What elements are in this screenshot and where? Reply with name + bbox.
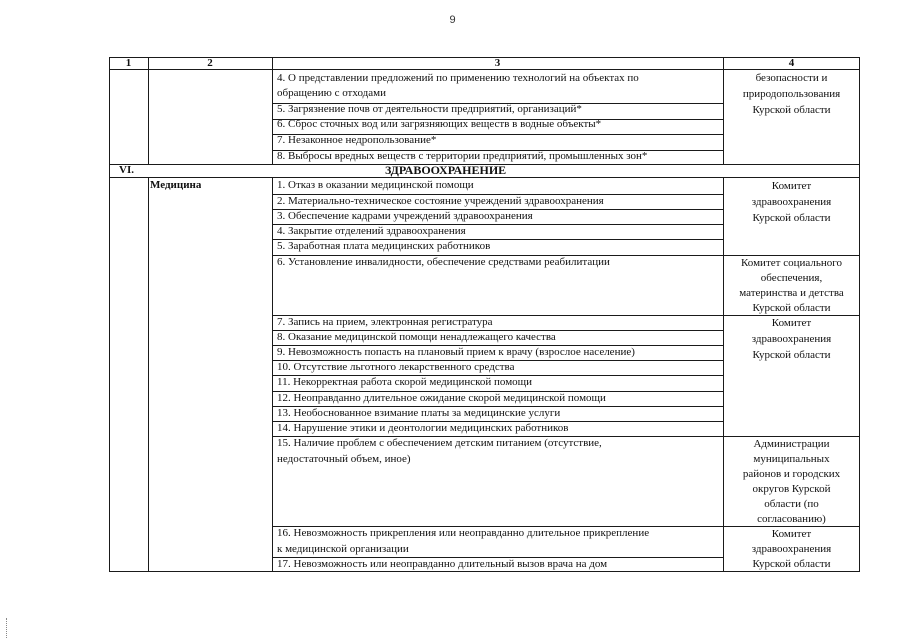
responsible-line: Курской области [752,212,831,224]
responsible-line: округов Курской [752,483,831,495]
list-item: 15. Наличие проблем с обеспечением детским питанием (отсутствие, [277,437,602,449]
column-divider-1 [148,57,149,165]
responsible-line: здравоохранения [751,333,832,345]
list-item: 3. Обеспечение кадрами учреждений здравоохранения [277,210,533,222]
list-item: 6. Установление инвалидности, обеспечение средствами реабилитации [277,256,610,268]
list-item: 6. Сброс сточных вод или загрязняющих веществ в водные объекты* [277,118,602,130]
responsible-line: здравоохранения [751,543,832,555]
list-item: 12. Неоправданно длительное ожидание скорой медицинской помощи [277,392,606,404]
list-item: 7. Запись на прием, электронная регистратура [277,316,493,328]
responsible-line: Курской области [752,558,831,570]
list-item: 7. Незаконное недропользование* [277,134,437,146]
responsible-line: Курской области [752,349,831,361]
list-item: обращению с отходами [277,87,386,99]
list-item: 17. Невозможность или неоправданно длительный вызов врача на дом [277,558,608,570]
responsible-line: Комитет [771,528,812,540]
responsible-line: согласованию) [757,513,826,525]
responsible-line: Курской области [752,104,831,116]
scan-margin-mark [6,618,8,638]
list-item: 1. Отказ в оказании медицинской помощи [277,179,474,191]
column-header: 3 [494,57,501,69]
responsible-line: Комитет [771,180,812,192]
list-item: 16. Невозможность прикрепления или неоправданно длительное прикрепление [277,527,650,539]
list-item: 14. Нарушение этики и деонтологии медицинских работников [277,422,569,434]
responsible-line: муниципальных [753,453,830,465]
responsible-line: Комитет социального [741,257,842,269]
list-item: 8. Выбросы вредных веществ с территории предприятий, промышленных зон* [277,150,648,162]
list-item: 13. Необоснованное взимание платы за медицинские услуги [277,407,561,419]
header-divider [109,69,860,70]
list-item: 10. Отсутствие льготного лекарственного средства [277,361,515,373]
category-label: Медицина [150,179,202,191]
document-table [109,57,860,572]
list-item: недостаточный объем, иное) [277,453,411,465]
list-item: 2. Материально-техническое состояние учреждений здравоохранения [277,195,604,207]
responsible-line: материнства и детства [739,287,844,299]
list-item: 11. Некорректная работа скорой медицинской помощи [277,376,533,388]
column-divider-1b [148,177,149,572]
list-item: к медицинской организации [277,543,409,555]
responsible-line: обеспечения, [760,272,823,284]
column-divider-2 [272,57,273,165]
responsible-line: районов и городских [742,468,841,480]
responsible-line: Курской области [752,302,831,314]
column-header: 2 [207,57,213,69]
list-item: 8. Оказание медицинской помощи ненадлежащего качества [277,331,556,343]
section-title: ЗДРАВООХРАНЕНИЕ [385,163,507,177]
list-item: 5. Загрязнение почв от деятельности предприятий, организаций* [277,103,582,115]
responsible-line: Комитет [771,317,812,329]
responsible-line: природопользования [742,88,841,100]
list-item: 5. Заработная плата медицинских работников [277,240,491,252]
page-number: 9 [449,14,456,26]
responsible-line: здравоохранения [751,196,832,208]
table-border-left [109,57,110,572]
list-item: 9. Невозможность попасть на плановый прием к врачу (взрослое население) [277,346,635,358]
list-item: 4. Закрытие отделений здравоохранения [277,225,466,237]
responsible-line: Администрации [753,438,830,450]
section-number: VI. [119,164,134,176]
column-header: 1 [125,57,132,69]
column-header: 4 [788,57,795,69]
responsible-line: области (по [764,498,819,510]
responsible-line: безопасности и [755,72,828,84]
list-item: 4. О представлении предложений по применению технологий на объектах по [277,72,639,84]
